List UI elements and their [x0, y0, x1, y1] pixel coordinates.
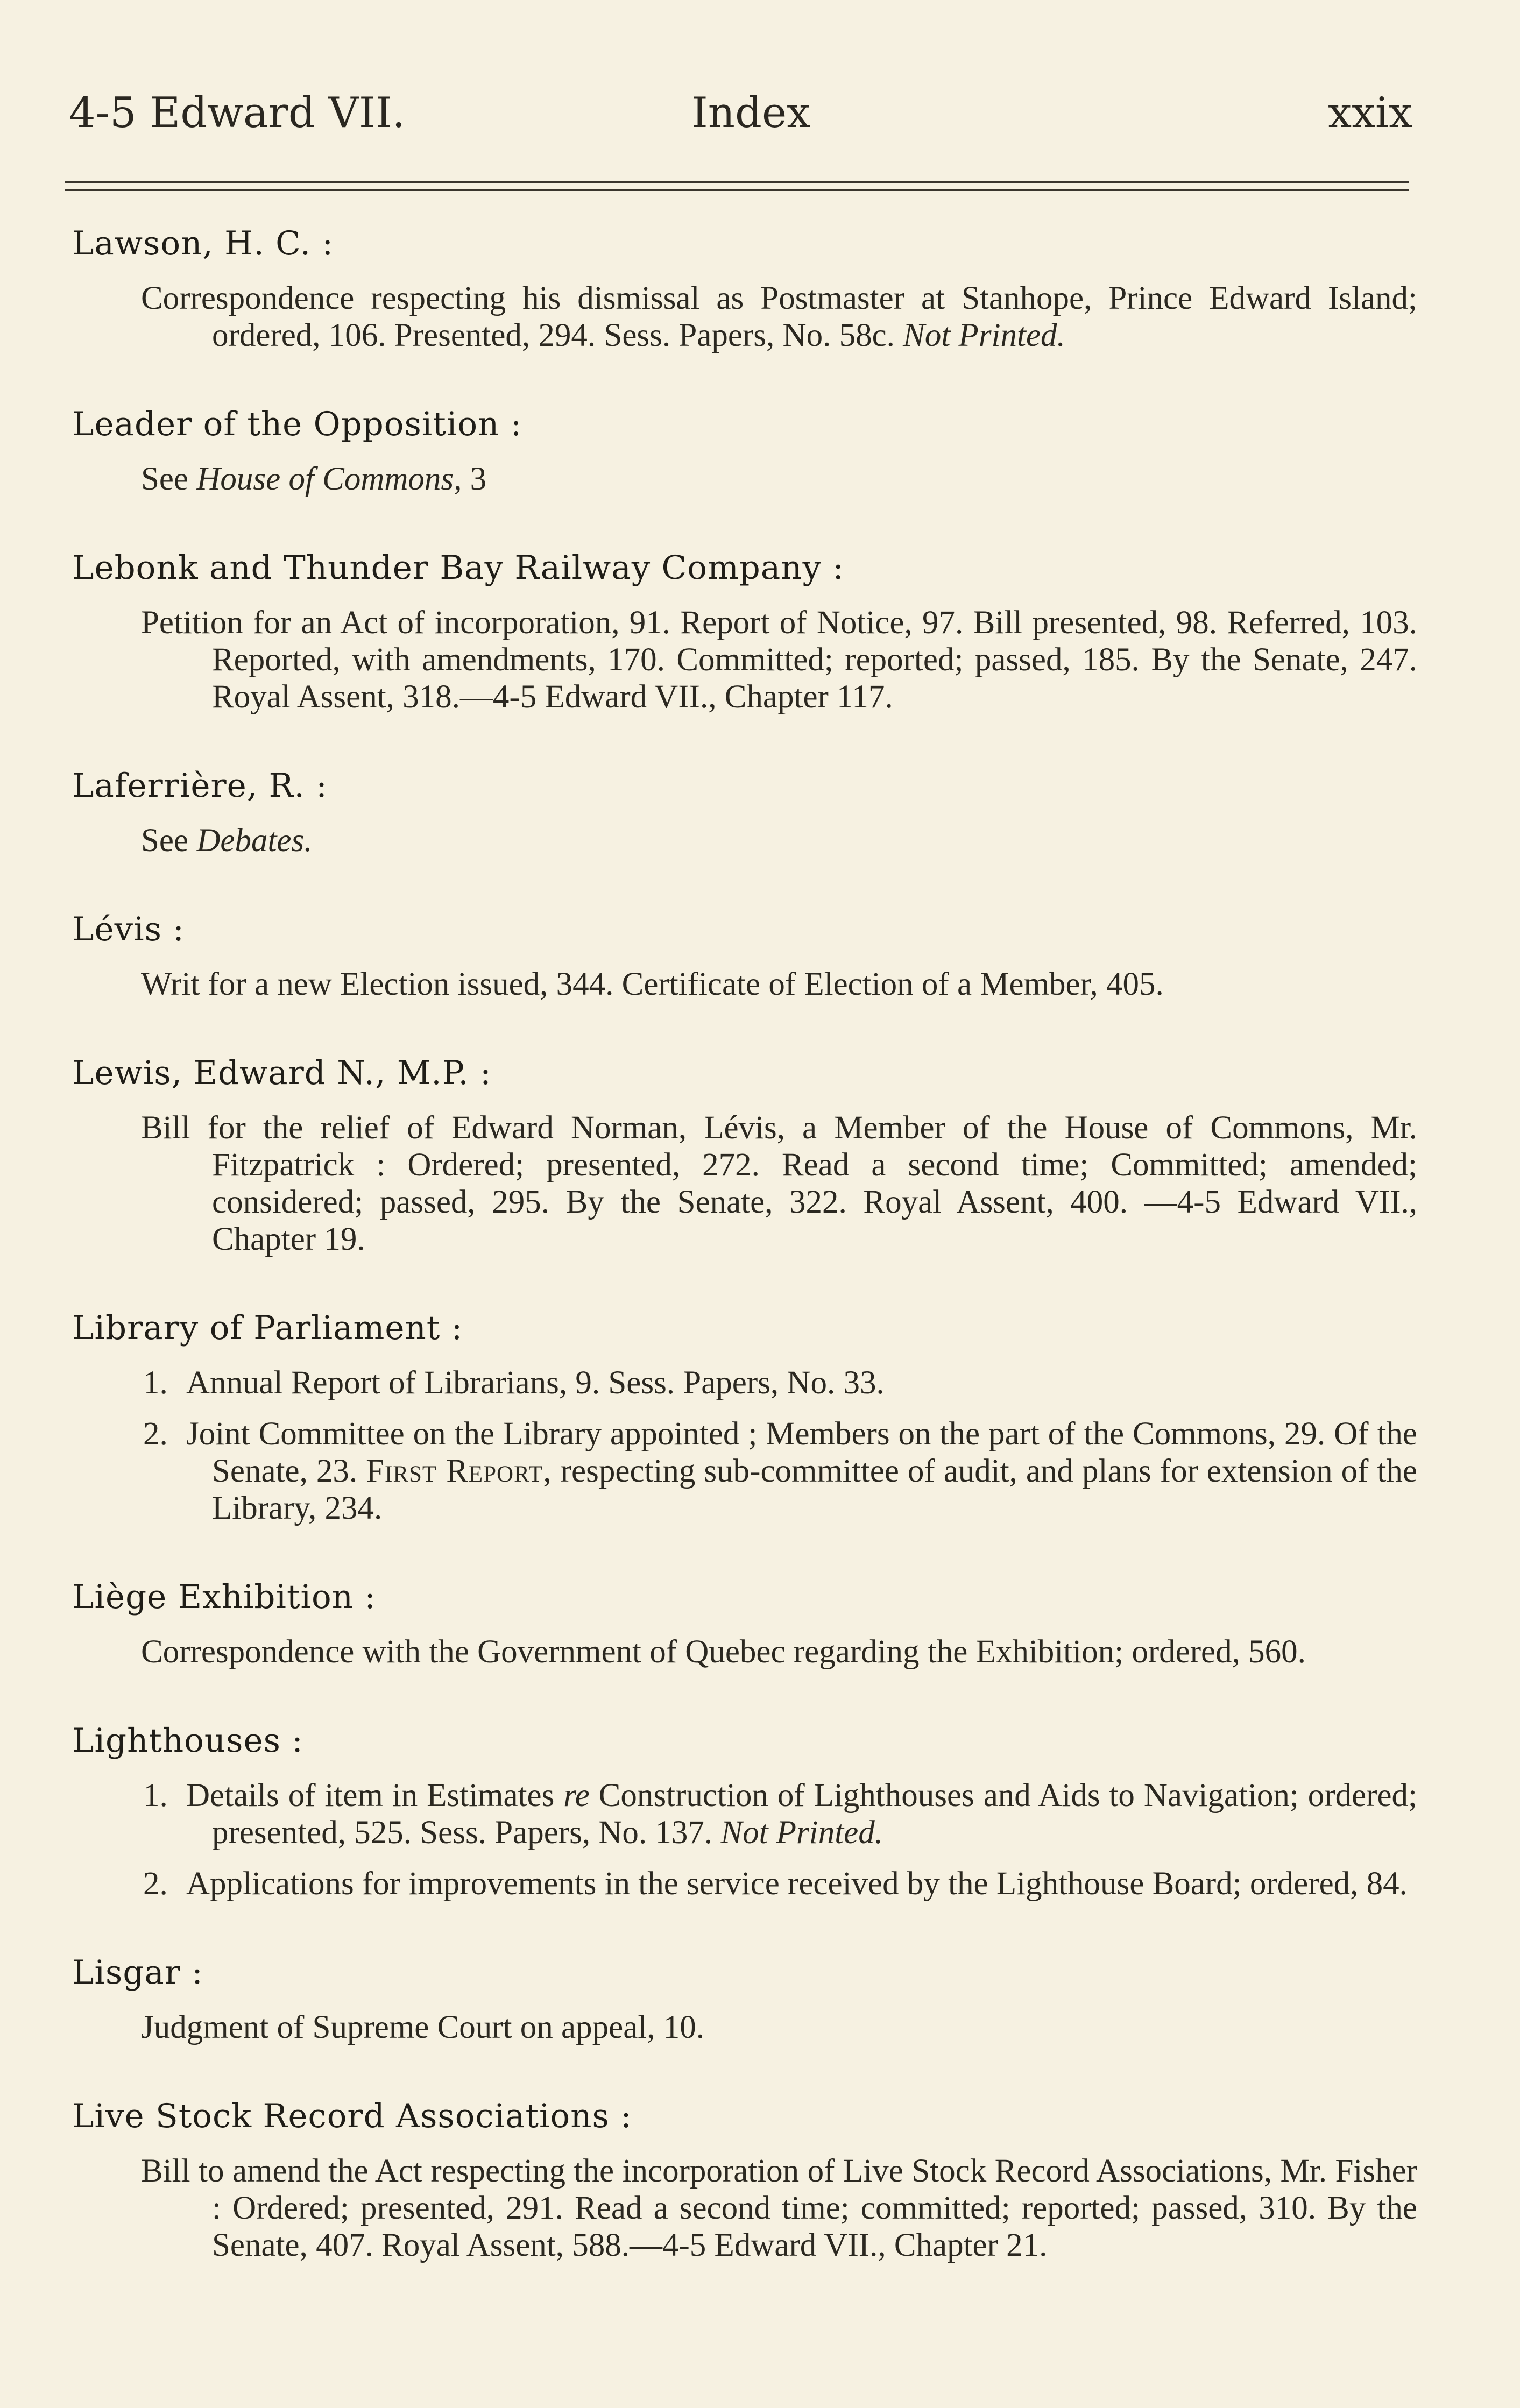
entry-text-run: See — [141, 823, 197, 859]
entry-italic-run: Not Printed. — [720, 1815, 883, 1851]
entry-numbered-item — [72, 1415, 1417, 1527]
entry-text-run: Petition for an Act of incorporation, 91. Report of Notice, 97. Bill presented, 98. Referred, 103. Reported, with amendments, 170. Committed; reported; passed, 185. By the Senate, 247. Royal Assent, 318.—4-5 Edward VII., Chapter 117. — [141, 605, 1417, 715]
entry-text-run: Correspondence with the Government of Quebec regarding the Exhibition; ordered, 560. — [141, 1634, 1306, 1670]
entry-text-run: Bill to amend the Act respecting the incorporation of Live Stock Record Associations, Mr. Fisher : Ordered; presented, 291. Read a second time; committed; reported; passed, 310. By the Senate, 407. Royal Assent, 588.—4-5 Edward VII., Chapter 21. — [141, 2153, 1417, 2263]
index-entries — [72, 223, 1417, 2314]
entry-italic-run: re — [563, 1777, 590, 1814]
entry-numbered-item — [72, 1364, 1417, 1401]
item-number: 1. — [143, 1365, 168, 1401]
entry-text-run: See — [141, 461, 197, 497]
entry-text-run: Bill for the relief of Edward Norman, Lévis, a Member of the House of Commons, Mr. Fitzpatrick : Ordered; presented, 272. Read a second time; Committed; amended; considered; passed, 295. By the Senate, 322. Royal Assent, 400. —4-5 Edward VII., Chapter 19. — [141, 1110, 1417, 1257]
entry-text-run: Judgment of Supreme Court on appeal, 10. — [141, 2009, 704, 2045]
entry-text-run: Details of item in Estimates — [186, 1777, 564, 1814]
entry-numbered-item — [72, 1777, 1417, 1851]
entry-numbered-item — [72, 1865, 1417, 1902]
header-volume: 4-5 Edward VII. — [69, 89, 406, 137]
entry-text-run: 3 — [462, 461, 487, 497]
index-entry — [72, 1952, 1417, 2046]
index-entry — [72, 1577, 1417, 1670]
entry-heading: Laferrière, R. : — [72, 767, 328, 805]
entry-italic-run: Not Printed. — [903, 317, 1065, 353]
header-page-number: xxix — [1328, 89, 1412, 137]
entry-text-run: Applications for improvements in the service received by the Lighthouse Board; ordered, 84. — [186, 1866, 1408, 1902]
header-double-rule — [65, 181, 1409, 191]
index-entry — [72, 2096, 1417, 2264]
entry-text — [72, 280, 1417, 354]
item-number: 2. — [143, 1416, 168, 1452]
entry-text — [72, 966, 1417, 1003]
entry-italic-run: Debates. — [196, 823, 313, 859]
index-entry — [72, 548, 1417, 716]
entry-heading: Live Stock Record Associations : — [72, 2097, 632, 2135]
index-entry — [72, 404, 1417, 498]
index-entry — [72, 1053, 1417, 1258]
entry-heading: Leader of the Opposition : — [72, 405, 522, 443]
entry-text — [72, 2009, 1417, 2046]
entry-heading: Lawson, H. C. : — [72, 224, 334, 263]
index-entry — [72, 223, 1417, 354]
entry-text-run: Construction of Lighthouses and Aids to Navigation; ordered; presented, 525. Sess. Papers, No. 137. — [212, 1777, 1417, 1851]
entry-text — [72, 1109, 1417, 1258]
entry-text-run: Writ for a new Election issued, 344. Certificate of Election of a Member, 405. — [141, 966, 1164, 1002]
entry-text-run: Correspondence respecting his dismissal as Postmaster at Stanhope, Prince Edward Island; ordered, 106. Presented, 294. Sess. Papers, No. 58c. — [141, 280, 1417, 353]
entry-text — [72, 604, 1417, 716]
index-entry — [72, 1720, 1417, 1902]
entry-text-run: Joint Committee on the Library appointed ; Members on the part of the Commons, 29. Of the Senate, 23. — [186, 1416, 1417, 1489]
index-entry — [72, 1308, 1417, 1527]
entry-heading: Lebonk and Thunder Bay Railway Company : — [72, 549, 844, 587]
entry-text-run: Annual Report of Librarians, 9. Sess. Papers, No. 33. — [186, 1365, 885, 1401]
header-title: Index — [691, 89, 811, 137]
item-number: 2. — [143, 1866, 168, 1902]
entry-italic-run: House of Commons, — [196, 461, 462, 497]
entry-text-run: respecting sub-committee of audit, and plans for extension of the Library, 234. — [212, 1453, 1417, 1526]
entry-heading: Liège Exhibition : — [72, 1578, 376, 1616]
item-number: 1. — [143, 1777, 168, 1814]
entry-small-caps-run: First Report, — [366, 1453, 552, 1489]
entry-text — [72, 822, 1417, 859]
running-head — [69, 89, 1412, 153]
entry-heading: Lévis : — [72, 910, 185, 948]
entry-text — [72, 461, 1417, 498]
entry-text — [72, 1633, 1417, 1670]
index-entry — [72, 766, 1417, 859]
entry-text — [72, 2152, 1417, 2264]
entry-heading: Lighthouses : — [72, 1722, 303, 1760]
entry-heading: Lewis, Edward N., M.P. : — [72, 1054, 492, 1092]
index-entry — [72, 909, 1417, 1003]
entry-heading: Library of Parliament : — [72, 1309, 463, 1347]
entry-heading: Lisgar : — [72, 1953, 203, 1992]
